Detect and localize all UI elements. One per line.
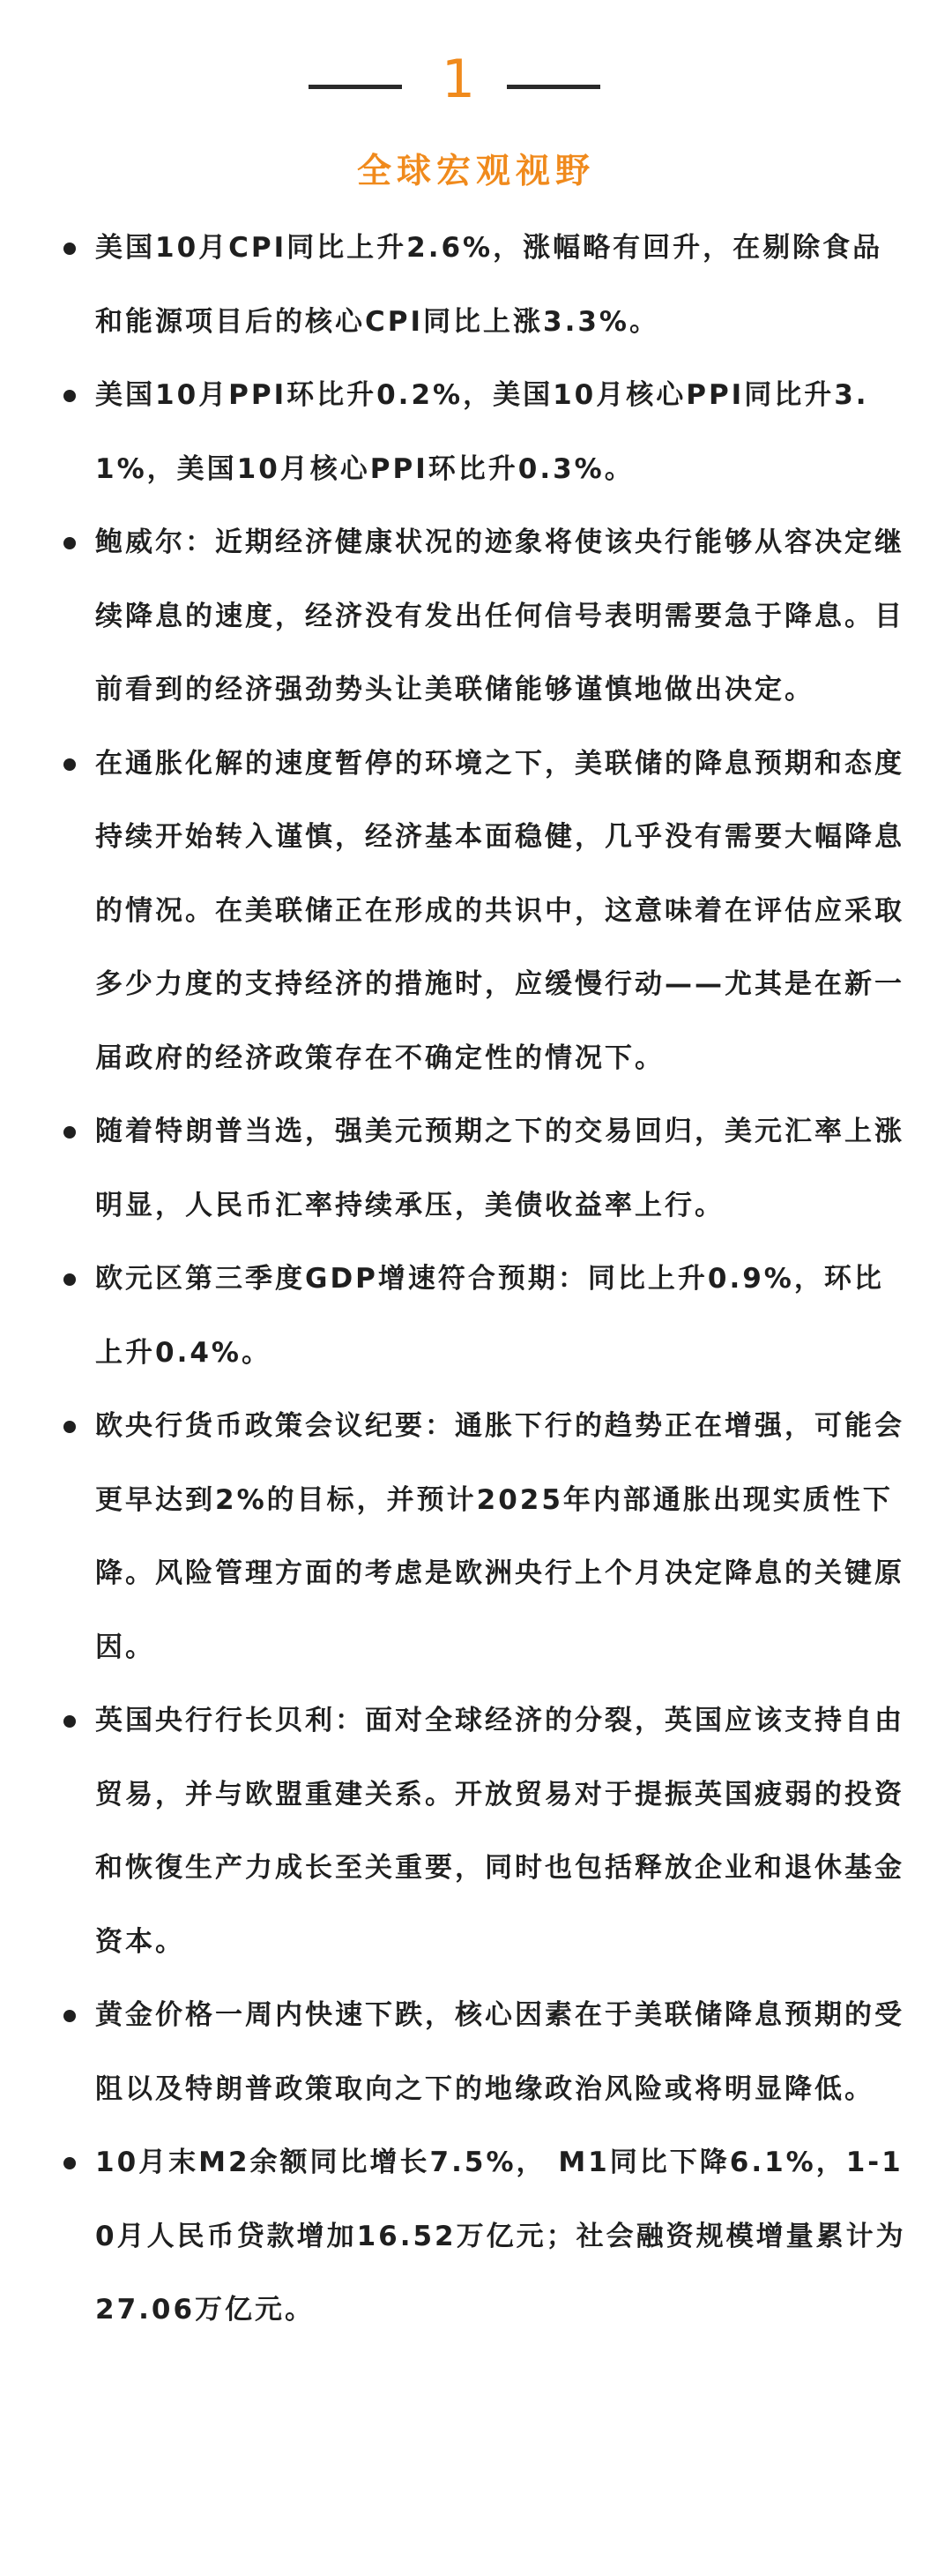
section-header	[0, 44, 952, 115]
left-divider-line	[309, 85, 402, 89]
list-item	[62, 1095, 908, 1243]
list-item	[62, 2126, 908, 2348]
right-divider-line	[507, 85, 600, 89]
list-item-text: 欧元区第三季度GDP增速符合预期：同比上升0.9%，环比上升0.4%。	[95, 1263, 884, 1369]
list-item-text: 欧央行货币政策会议纪要：通胀下行的趋势正在增强，可能会更早达到2%的目标，并预计2025年内部通胀出现实质性下降。风险管理方面的考虑是欧洲央行上个月决定降息的关键原因。	[95, 1410, 904, 1663]
bullet-dot-icon	[63, 2157, 76, 2169]
list-item	[62, 1243, 908, 1390]
bullet-dot-icon	[63, 243, 76, 255]
section-title: 全球宏观视野	[356, 152, 595, 191]
bullet-dot-icon	[63, 2010, 76, 2022]
list-item	[62, 1390, 908, 1684]
list-item-text: 10月末M2余额同比增长7.5%， M1同比下降6.1%，1-10月人民币贷款增加16.52万亿元；社会融资规模增量累计为27.06万亿元。	[95, 2147, 906, 2326]
bullet-dot-icon	[63, 1715, 76, 1728]
list-item-text: 美国10月PPI环比升0.2%，美国10月核心PPI同比升3.1%，美国10月核心PPI环比升0.3%。	[95, 379, 869, 485]
list-item	[62, 728, 908, 1096]
bullet-dot-icon	[63, 537, 76, 549]
list-item	[62, 1684, 908, 1979]
list-item-text: 黄金价格一周内快速下跌，核心因素在于美联储降息预期的受阻以及特朗普政策取向之下的地缘政治风险或将明显降低。	[95, 1999, 904, 2105]
list-item-text: 英国央行行长贝利：面对全球经济的分裂，英国应该支持自由贸易，并与欧盟重建关系。开放贸易对于提振英国疲弱的投资和恢復生产力成长至关重要，同时也包括释放企业和退休基金资本。	[95, 1705, 904, 1958]
list-item-text: 鲍威尔：近期经济健康状况的迹象将使该央行能够从容决定继续降息的速度，经济没有发出任何信号表明需要急于降息。目前看到的经济强劲势头让美联储能够谨慎地做出决定。	[95, 526, 904, 706]
bullet-dot-icon	[63, 1421, 76, 1433]
bullet-list	[62, 212, 908, 2348]
list-item	[62, 1979, 908, 2126]
list-item	[62, 212, 908, 359]
bullet-dot-icon	[63, 758, 76, 771]
list-item	[62, 506, 908, 728]
list-item-text: 美国10月CPI同比上升2.6%，涨幅略有回升，在剔除食品和能源项目后的核心CPI同比上涨3.3%。	[95, 232, 883, 338]
list-item-text: 随着特朗普当选，强美元预期之下的交易回归，美元汇率上涨明显，人民币汇率持续承压，美债收益率上行。	[95, 1116, 904, 1221]
bullet-dot-icon	[63, 1126, 76, 1139]
section-number: 1	[441, 49, 476, 110]
list-item-text: 在通胀化解的速度暂停的环境之下，美联储的降息预期和态度持续开始转入谨慎，经济基本面稳健，几乎没有需要大幅降息的情况。在美联储正在形成的共识中，这意味着在评估应采取多少力度的支持经济的措施时，应缓慢行动——尤其是在新一届政府的经济政策存在不确定性的情况下。	[95, 747, 904, 1074]
bullet-dot-icon	[63, 390, 76, 402]
bullet-dot-icon	[63, 1273, 76, 1286]
list-item	[62, 359, 908, 506]
